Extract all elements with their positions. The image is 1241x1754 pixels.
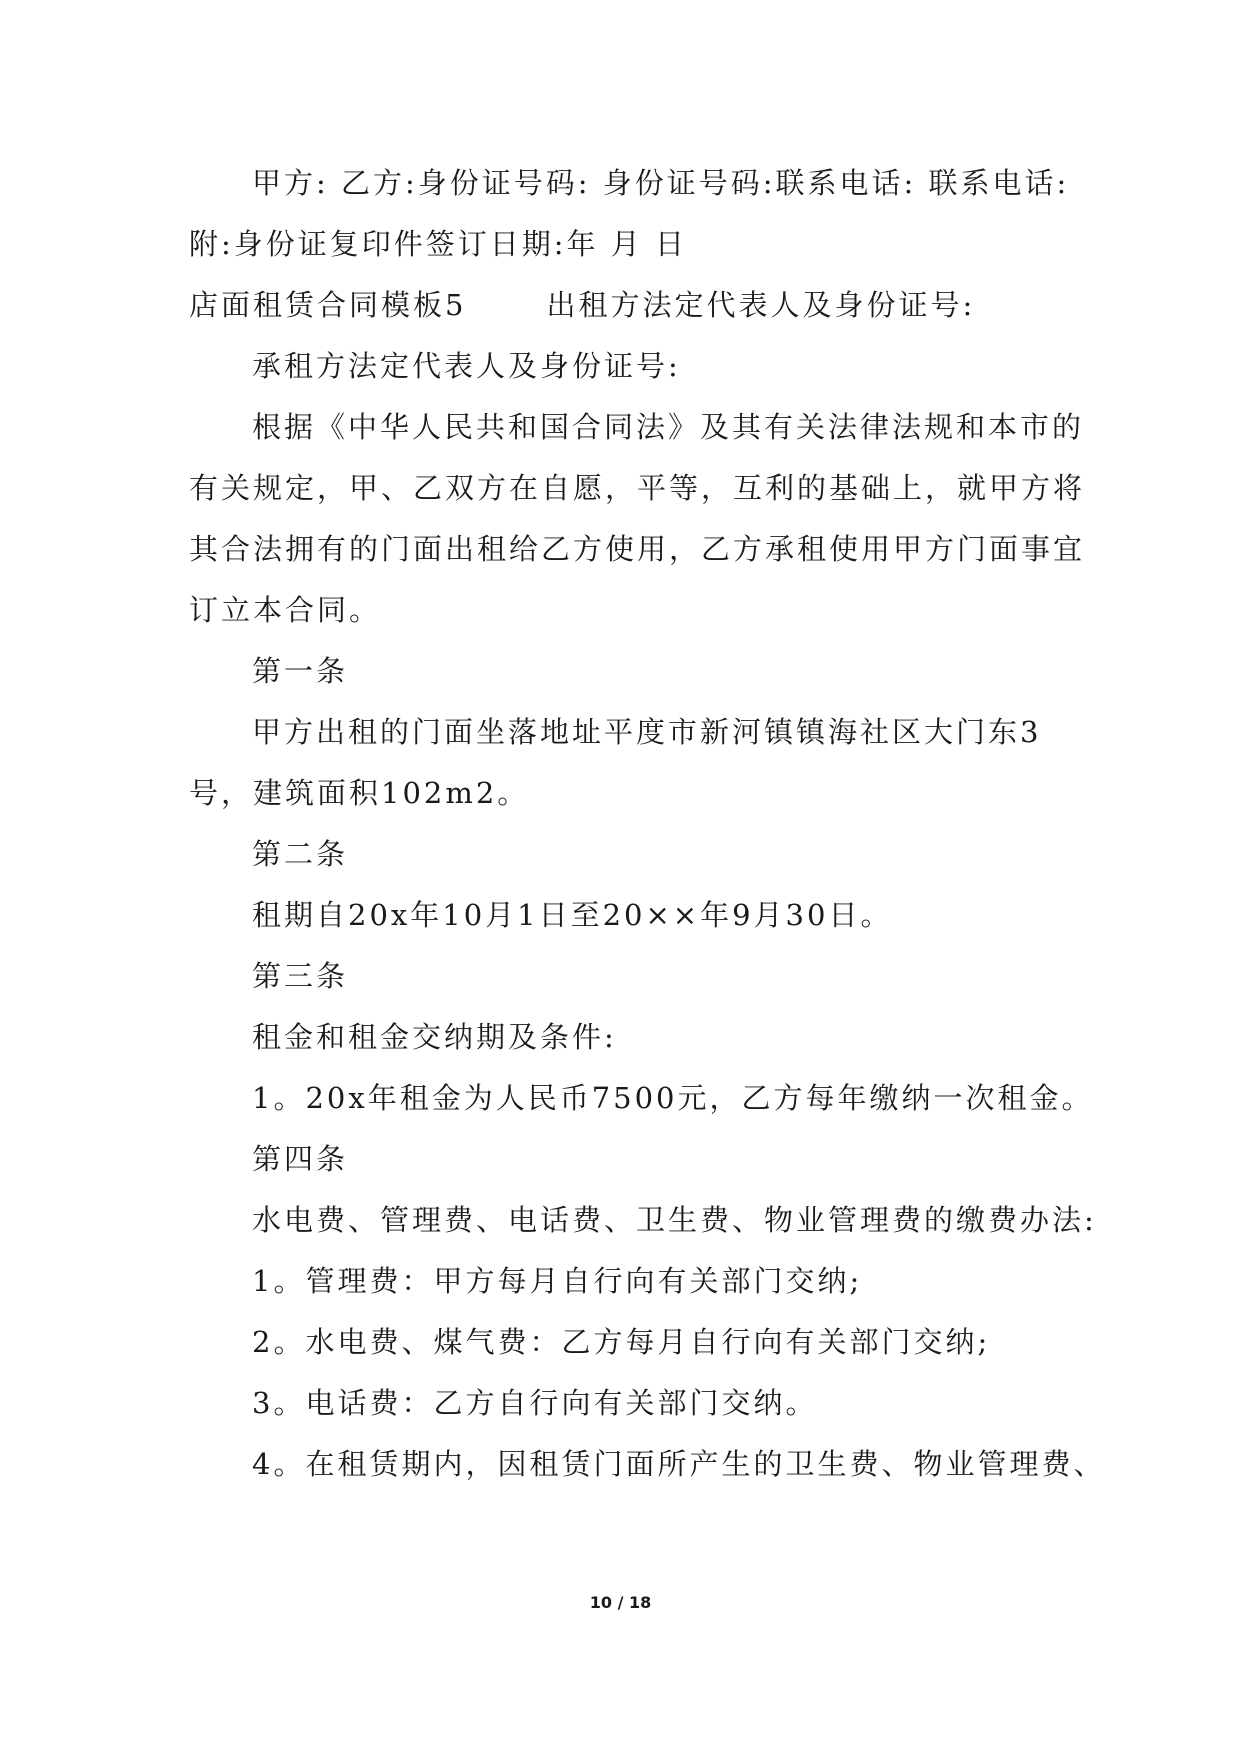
text-line-article-4-d: 3。电话费：乙方自行向有关部门交纳。 xyxy=(252,1386,818,1420)
text-line-article-3-a: 租金和租金交纳期及条件: xyxy=(252,1020,617,1054)
page-number: 10 / 18 xyxy=(589,1593,652,1612)
text-line-article-4-e: 4。在租赁期内，因租赁门面所产生的卫生费、物业管理费、 xyxy=(252,1447,1106,1481)
text-line-article-1-a: 甲方出租的门面坐落地址平度市新河镇镇海社区大门东3 xyxy=(252,715,1042,749)
article-1-heading: 第一条 xyxy=(252,654,349,688)
text-line-party-info: 甲方: 乙方:身份证号码: 身份证号码:联系电话: 联系电话: xyxy=(252,166,1070,200)
article-4-heading: 第四条 xyxy=(252,1142,349,1176)
text-line-article-4-c: 2。水电费、煤气费：乙方每月自行向有关部门交纳; xyxy=(252,1325,991,1359)
text-line-lessee-representative: 承租方法定代表人及身份证号: xyxy=(252,349,681,383)
text-line-article-1-b: 号，建筑面积102m2。 xyxy=(189,776,530,810)
text-line-contract-heading xyxy=(189,285,1069,325)
contract-title: 店面租赁合同模板5 xyxy=(189,288,467,322)
text-line-article-2: 租期自20x年10月1日至20××年9月30日。 xyxy=(252,898,893,932)
article-2-heading: 第二条 xyxy=(252,837,349,871)
text-line-preamble-3: 其合法拥有的门面出租给乙方使用，乙方承租使用甲方门面事宜 xyxy=(189,532,1086,566)
lessor-representative-label: 出租方法定代表人及身份证号: xyxy=(546,288,976,322)
text-line-article-4-a: 水电费、管理费、电话费、卫生费、物业管理费的缴费办法: xyxy=(252,1203,1097,1237)
text-line-preamble-1: 根据《中华人民共和国合同法》及其有关法律法规和本市的 xyxy=(252,410,1085,444)
text-line-attachment-date: 附:身份证复印件签订日期:年 月 日 xyxy=(189,227,687,261)
text-line-preamble-4: 订立本合同。 xyxy=(189,593,382,627)
article-3-heading: 第三条 xyxy=(252,959,349,993)
text-line-preamble-2: 有关规定，甲、乙双方在自愿，平等，互利的基础上，就甲方将 xyxy=(189,471,1086,505)
text-line-article-3-b: 1。20x年租金为人民币7500元，乙方每年缴纳一次租金。 xyxy=(252,1081,1094,1115)
text-line-article-4-b: 1。管理费：甲方每月自行向有关部门交纳; xyxy=(252,1264,863,1298)
